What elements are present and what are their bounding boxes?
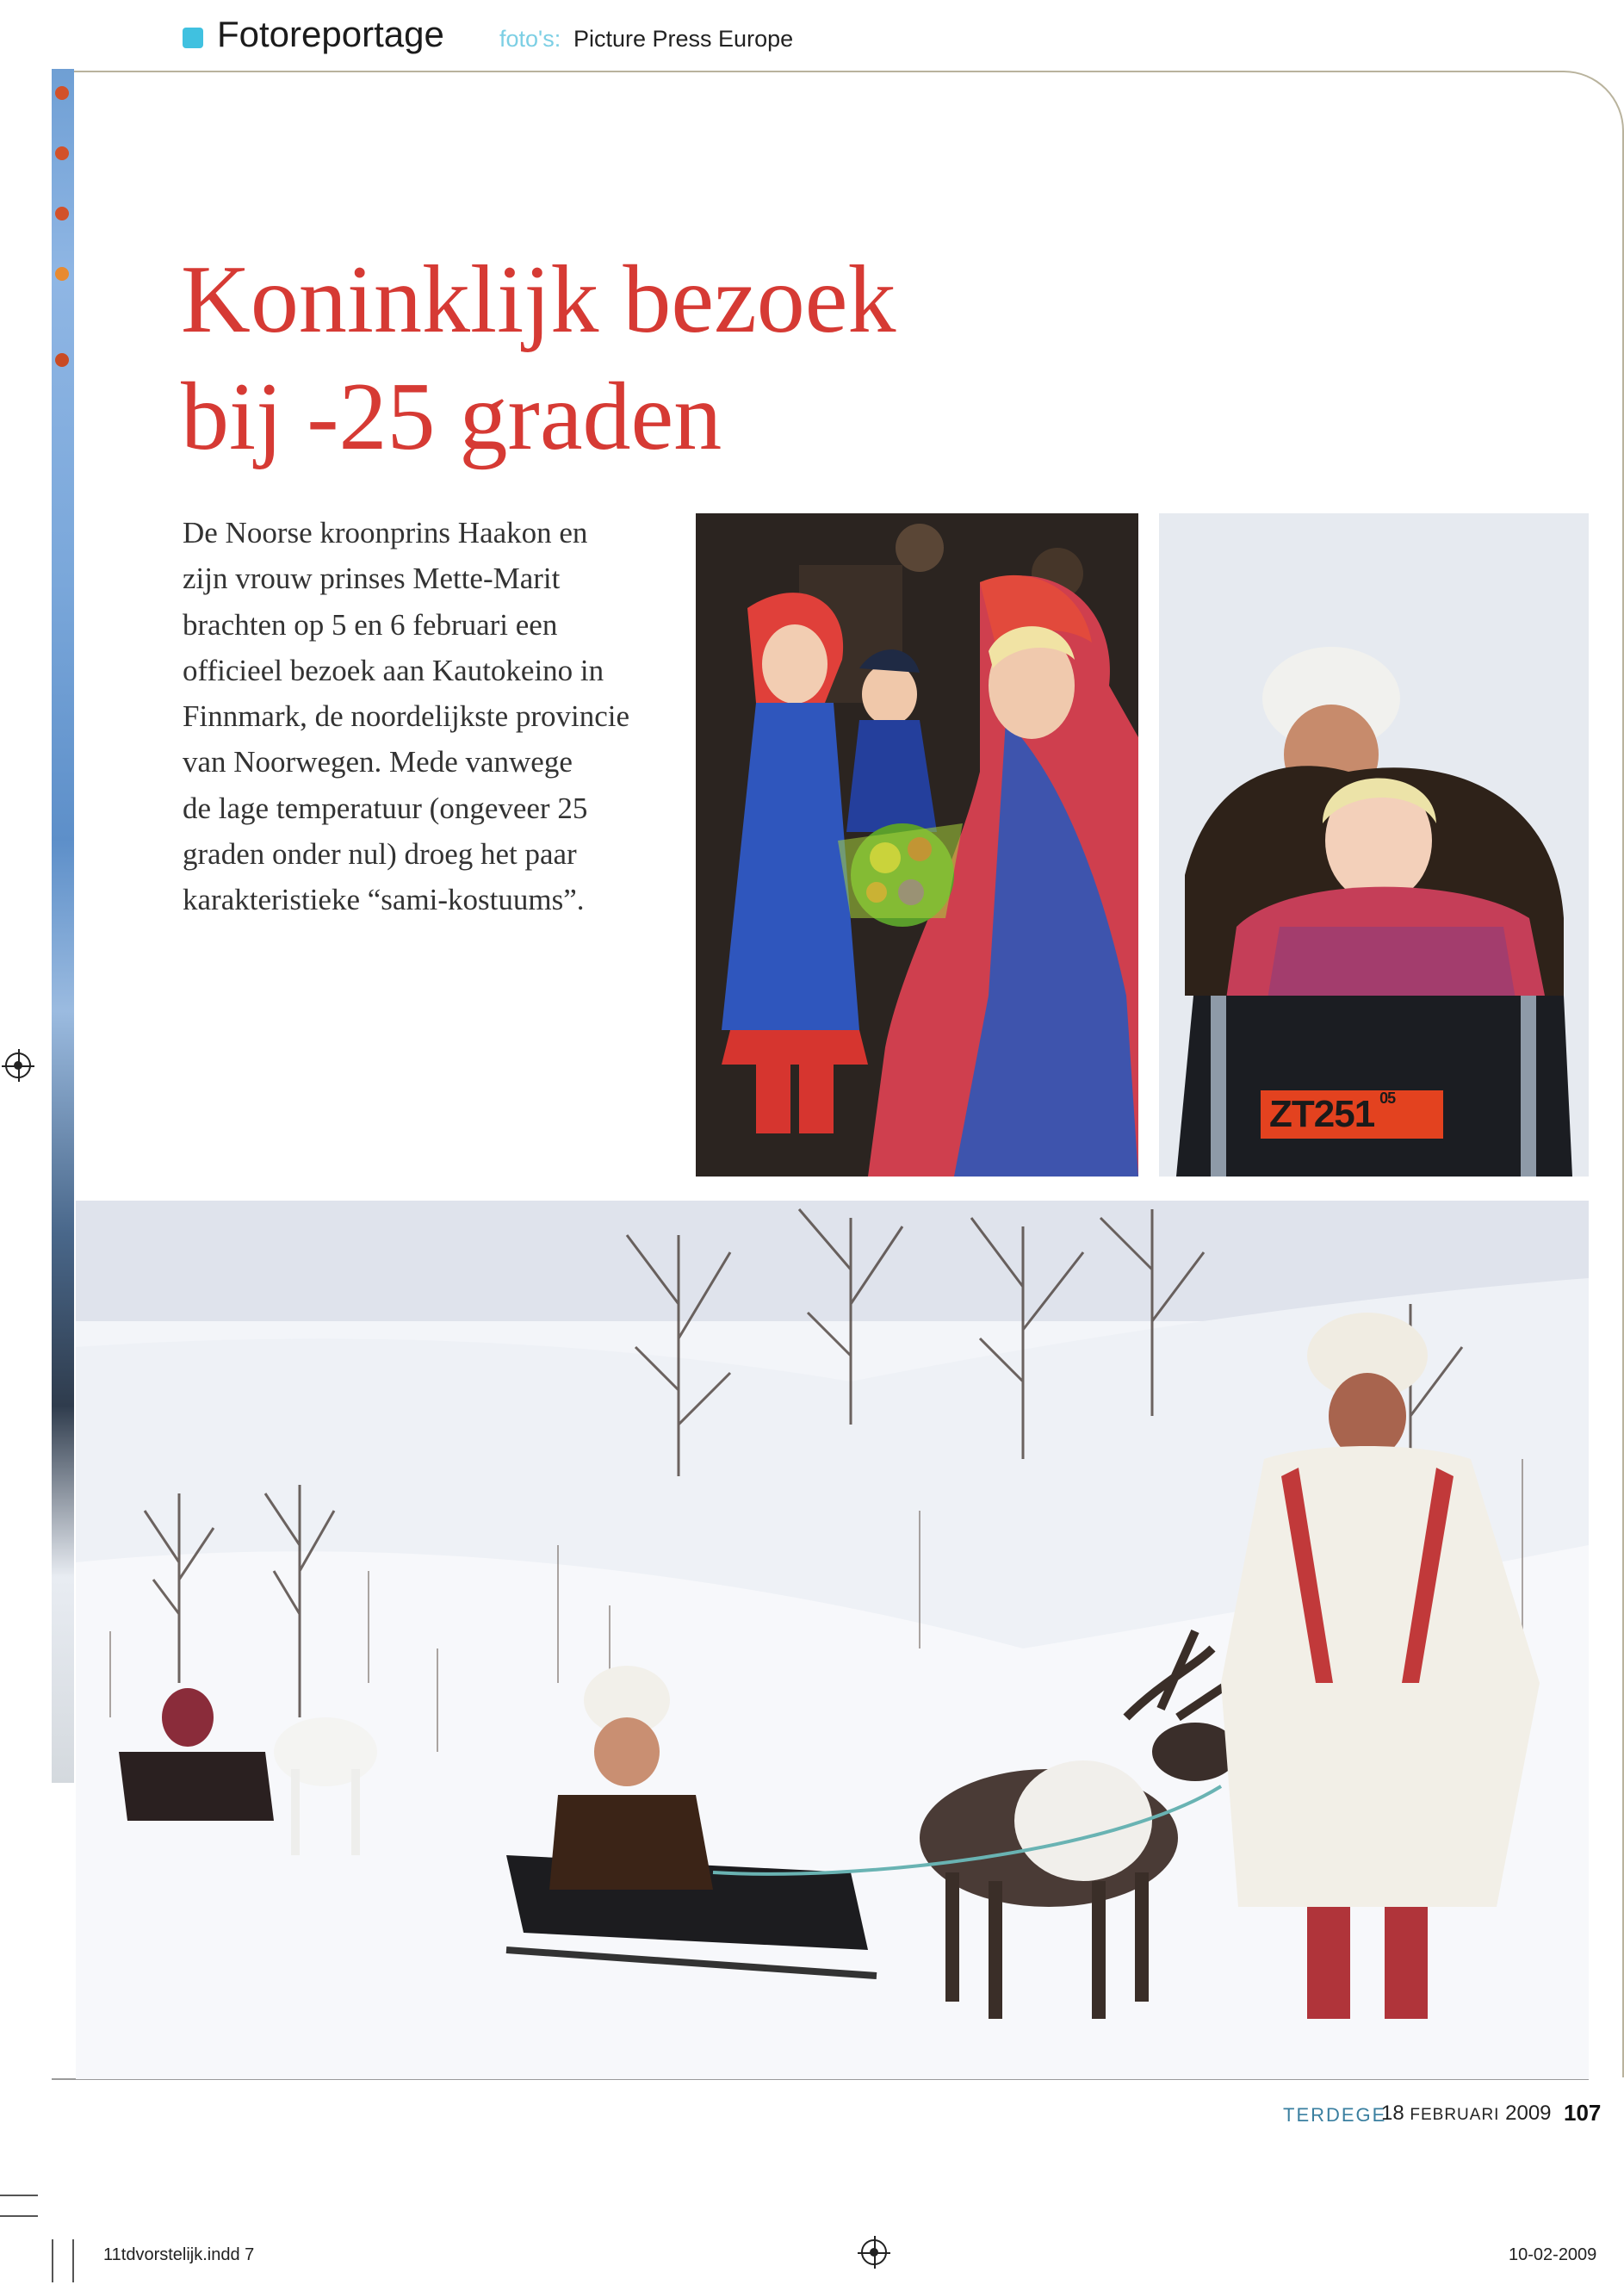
intro-line: graden onder nul) droeg het paar — [183, 837, 577, 872]
sled-license-plate — [1261, 1090, 1443, 1139]
section-marker — [183, 28, 203, 48]
photo-reindeer-illustration — [76, 1201, 1589, 2079]
photo-credit-name: Picture Press Europe — [573, 26, 794, 52]
photo-sled-ride — [1159, 513, 1589, 1177]
intro-line: officieel bezoek aan Kautokeino in — [183, 653, 604, 687]
intro-line: Finnmark, de noordelijkste provincie — [183, 699, 630, 734]
footer-date-year: 2009 — [1505, 2102, 1552, 2125]
footer-date — [1381, 2102, 1552, 2126]
section-title: Fotoreportage — [217, 14, 444, 54]
trim-mark — [0, 2215, 38, 2217]
registration-mark-icon — [5, 1052, 31, 1078]
photo-sled-ride-illustration — [1159, 513, 1589, 1177]
footer-date-day: 18 — [1381, 2102, 1404, 2125]
photo-flower-greeting — [696, 513, 1138, 1177]
headline-line: bij -25 graden — [181, 363, 722, 470]
photo-flower-greeting-illustration — [696, 513, 1138, 1177]
trim-mark — [0, 2195, 38, 2196]
registration-mark-icon — [861, 2239, 887, 2265]
footer-magazine: TERDEGE — [1283, 2104, 1387, 2126]
plate-number: ZT251 — [1269, 1093, 1375, 1135]
intro-line: de lage temperatuur (ongeveer 25 — [183, 791, 588, 825]
photo-reindeer-procession — [76, 1201, 1589, 2079]
intro-line: van Noorwegen. Mede vanwege — [183, 745, 573, 779]
adjacent-page-strip — [52, 69, 74, 1783]
photo-credit-label: foto's: — [499, 26, 561, 52]
slug-filename: 11tdvorstelijk.indd 7 — [103, 2245, 255, 2264]
slug-date: 10-02-2009 — [1509, 2245, 1597, 2264]
page-number: 107 — [1564, 2100, 1602, 2126]
trim-mark — [52, 2239, 53, 2282]
intro-line: zijn vrouw prinses Mette-Marit — [183, 562, 561, 596]
intro-line: brachten op 5 en 6 februari een — [183, 607, 558, 642]
plate-small-code: 05 — [1379, 1090, 1396, 1107]
intro-line: karakteristieke “sami-kostuums”. — [183, 883, 585, 917]
intro-paragraph — [183, 510, 682, 923]
trim-mark — [72, 2239, 74, 2282]
headline — [181, 241, 1300, 475]
headline-line: Koninklijk bezoek — [181, 246, 896, 353]
intro-line: De Noorse kroonprins Haakon en — [183, 516, 588, 549]
footer-date-month: FEBRUARI — [1410, 2106, 1500, 2124]
